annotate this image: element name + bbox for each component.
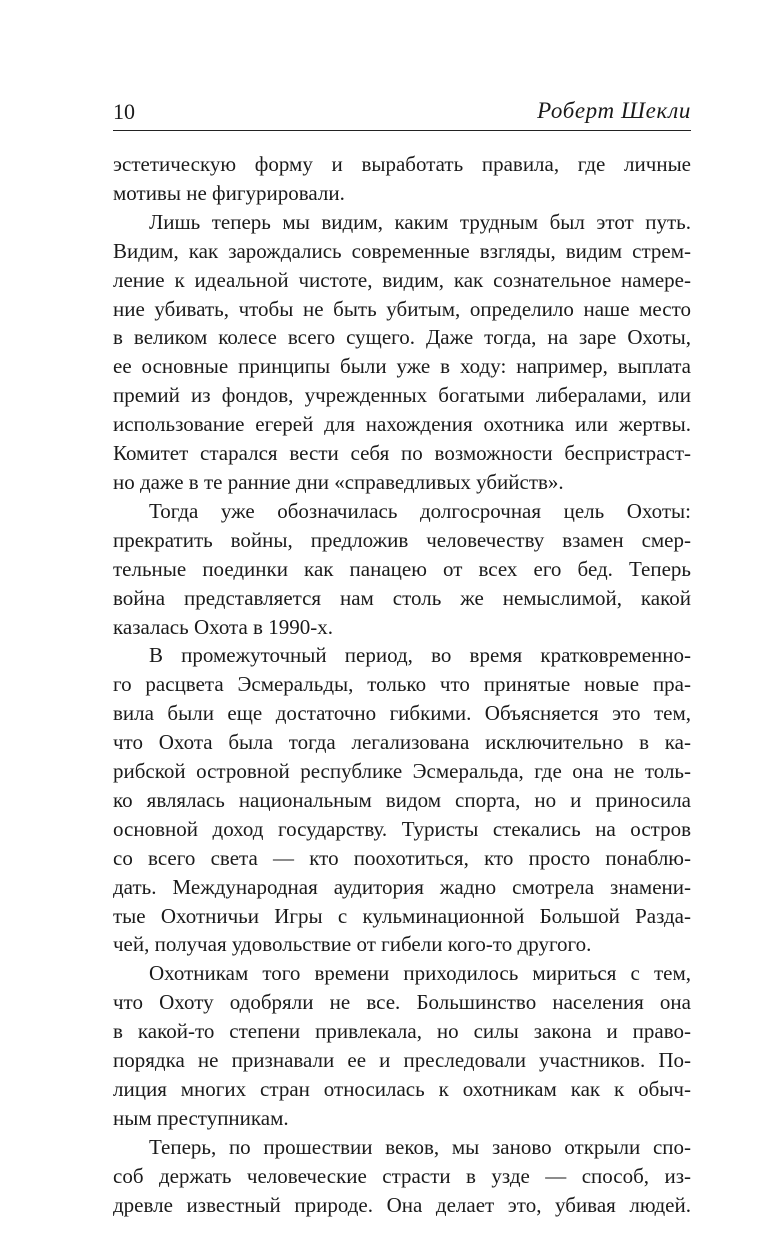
text-line: прекратить войны, предложив человечеству взамен смер-	[113, 527, 691, 552]
text-line: война представляется нам столь же немыслимой, какой	[113, 585, 691, 610]
text-line: чей, получая удовольствие от гибели кого-то другого.	[113, 932, 592, 957]
text-line: Охотникам того времени приходилось мириться с тем,	[149, 961, 691, 986]
text-line: со всего света — кто поохотиться, кто просто понаблю-	[113, 845, 691, 870]
running-title: Роберт Шекли	[537, 98, 691, 123]
text-line: Видим, как зарождались современные взгляды, видим стрем-	[113, 238, 691, 263]
text-line: тые Охотничьи Игры с кульминационной Большой Разда-	[113, 903, 691, 928]
text-line: мотивы не фигурировали.	[113, 180, 345, 205]
text-line: эстетическую форму и выработать правила, где личные	[113, 152, 691, 176]
text-line: в какой-то степени привлекала, но силы закона и право-	[113, 1019, 691, 1044]
text-line: тельные поединки как панацею от всех его бед. Теперь	[113, 556, 691, 581]
text-line: дать. Международная аудитория жадно смотрела знамени-	[113, 874, 691, 899]
page-number: 10	[113, 99, 135, 124]
text-line: что Охота была тогда легализована исключительно в ка-	[113, 730, 691, 755]
text-line: в великом колесе всего сущего. Даже тогда, на заре Охоты,	[113, 325, 691, 350]
text-line: Лишь теперь мы видим, каким трудным был этот путь.	[149, 209, 691, 234]
text-line: Тогда уже обозначилась долгосрочная цель Охоты:	[149, 498, 691, 523]
text-line: но даже в те ранние дни «справедливых убийств».	[113, 469, 564, 494]
text-line: ее основные принципы были уже в ходу: например, выплата	[113, 354, 691, 379]
text-line: рибской островной республике Эсмеральда, где она не толь-	[113, 759, 691, 784]
text-line: основной доход государству. Туристы стекались на остров	[113, 816, 691, 841]
text-line: вила были еще достаточно гибкими. Объясняется это тем,	[113, 701, 691, 726]
text-line: казалась Охота в 1990-х.	[113, 614, 333, 639]
text-line: что Охоту одобряли не все. Большинство населения она	[113, 990, 691, 1015]
text-line: Комитет старался вести себя по возможности беспристраст-	[113, 441, 691, 466]
text-line: ление к идеальной чистоте, видим, как сознательное намере-	[113, 267, 691, 292]
text-line: Теперь, по прошествии веков, мы заново открыли спо-	[149, 1134, 691, 1159]
text-line: порядка не признавали ее и преследовали участников. По-	[113, 1048, 691, 1073]
text-line: ным преступникам.	[113, 1105, 289, 1130]
text-line: лиция многих стран относилась к охотникам как к обыч-	[113, 1077, 691, 1101]
book-page	[113, 98, 691, 1220]
text-line: В промежуточный период, во время кратковременно-	[149, 643, 691, 668]
body-text	[113, 150, 691, 1220]
page-header	[113, 98, 691, 131]
text-line: соб держать человеческие страсти в узде — способ, из-	[113, 1163, 691, 1188]
text-line: использование егерей для нахождения охотника или жертвы.	[113, 412, 691, 437]
text-line: ние убивать, чтобы не быть убитым, определило наше место	[113, 296, 691, 321]
text-line: премий из фондов, учрежденных богатыми либералами, или	[113, 383, 691, 408]
text-line: го расцвета Эсмеральды, только что принятые новые пра-	[113, 672, 691, 697]
text-line: древле известный природе. Она делает это, убивая людей.	[113, 1192, 691, 1217]
text-line: ко являлась национальным видом спорта, но и приносила	[113, 787, 691, 812]
